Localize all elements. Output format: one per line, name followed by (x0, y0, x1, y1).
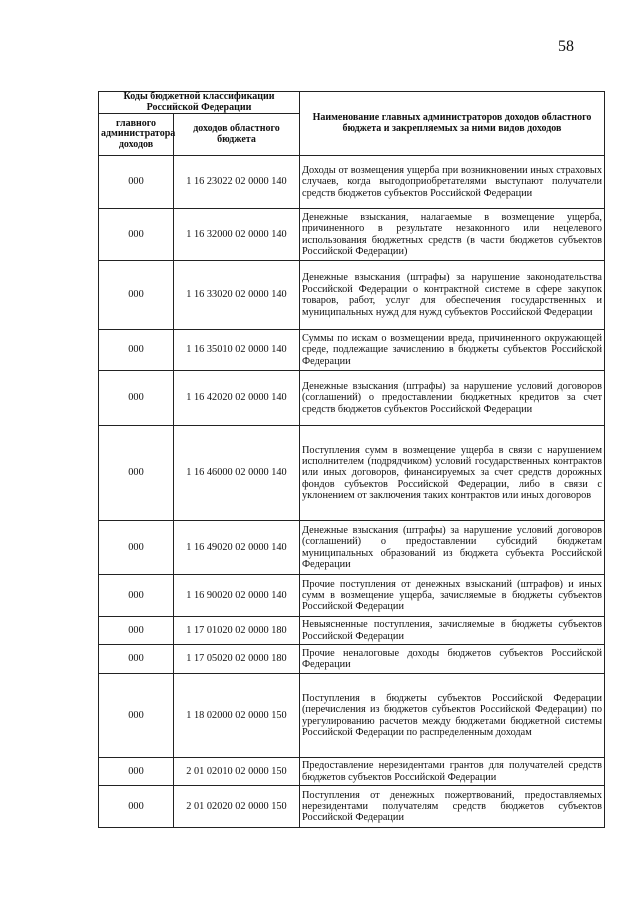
revenue-name-cell: Поступления в бюджеты субъектов Российской Федерации (перечисления из бюджетов субъектов Российской Федерации) по урегулированию расчетов между бюджетами бюджетной системы Российской Федерации по распределенным доходам (300, 674, 605, 758)
revenue-code-cell: 2 01 02020 02 0000 150 (174, 786, 300, 828)
revenue-code-cell: 1 16 32000 02 0000 140 (174, 209, 300, 261)
revenue-name-cell: Денежные взыскания (штрафы) за нарушение условий договоров (соглашений) о предоставлении субсидий бюджетам муниципальных образований из бюджета субъекта Российской Федерации (300, 521, 605, 575)
table-row (99, 371, 605, 426)
admin-code-cell: 000 (99, 645, 174, 674)
revenue-code-cell: 1 17 01020 02 0000 180 (174, 617, 300, 645)
admin-code-cell: 000 (99, 575, 174, 617)
budget-codes-table (98, 91, 605, 828)
revenue-code-cell: 1 17 05020 02 0000 180 (174, 645, 300, 674)
revenue-name-cell: Прочие поступления от денежных взысканий (штрафов) и иных сумм в возмещение ущерба, зачисляемые в бюджеты субъектов Российской Федерации (300, 575, 605, 617)
table-row (99, 674, 605, 758)
revenue-name-cell: Суммы по искам о возмещении вреда, причиненного окружающей среде, подлежащие зачислению в бюджеты субъектов Российской Федерации (300, 330, 605, 371)
table-row (99, 617, 605, 645)
revenue-name-cell: Прочие неналоговые доходы бюджетов субъектов Российской Федерации (300, 645, 605, 674)
admin-code-cell: 000 (99, 330, 174, 371)
revenue-code-cell: 1 16 35010 02 0000 140 (174, 330, 300, 371)
revenue-code-cell: 1 16 23022 02 0000 140 (174, 156, 300, 209)
header-group-title: Коды бюджетной классификации Российской Федерации (99, 92, 300, 114)
revenue-name-cell: Невыясненные поступления, зачисляемые в бюджеты субъектов Российской Федерации (300, 617, 605, 645)
revenue-code-cell: 1 16 49020 02 0000 140 (174, 521, 300, 575)
admin-code-cell: 000 (99, 156, 174, 209)
admin-code-cell: 000 (99, 617, 174, 645)
header-name-column: Наименование главных администраторов доходов областного бюджета и закрепляемых за ними видов доходов (300, 92, 605, 156)
revenue-name-cell: Денежные взыскания (штрафы) за нарушение законодательства Российской Федерации о контрактной системе в сфере закупок товаров, работ, услуг для обеспечения государственных и муниципальных нужд для нужд субъектов Российской Федерации (300, 261, 605, 330)
header-admin-column: главного администратора доходов (99, 114, 174, 156)
table-row (99, 786, 605, 828)
admin-code-cell: 000 (99, 786, 174, 828)
revenue-code-cell: 1 16 33020 02 0000 140 (174, 261, 300, 330)
revenue-name-cell: Доходы от возмещения ущерба при возникновении иных страховых случаев, когда выгодоприобретателями выступают получатели средств бюджетов субъектов Российской Федерации (300, 156, 605, 209)
admin-code-cell: 000 (99, 209, 174, 261)
admin-code-cell: 000 (99, 521, 174, 575)
revenue-code-cell: 1 16 90020 02 0000 140 (174, 575, 300, 617)
revenue-code-cell: 1 18 02000 02 0000 150 (174, 674, 300, 758)
table-header (99, 92, 605, 156)
revenue-name-cell: Предоставление нерезидентами грантов для получателей средств бюджетов субъектов Российской Федерации (300, 758, 605, 786)
table-row (99, 426, 605, 521)
revenue-name-cell: Денежные взыскания (штрафы) за нарушение условий договоров (соглашений) о предоставлении бюджетных кредитов за счет средств бюджетов субъектов Российской Федерации (300, 371, 605, 426)
admin-code-cell: 000 (99, 674, 174, 758)
table-body (99, 156, 605, 828)
revenue-code-cell: 1 16 42020 02 0000 140 (174, 371, 300, 426)
admin-code-cell: 000 (99, 758, 174, 786)
table-row (99, 261, 605, 330)
admin-code-cell: 000 (99, 261, 174, 330)
header-code-column: доходов областного бюджета (174, 114, 300, 156)
revenue-name-cell: Поступления сумм в возмещение ущерба в связи с нарушением исполнителем (подрядчиком) условий государственных контрактов или иных договоров, финансируемых за счет средств дорожных фондов субъектов Российской Федерации, либо в связи с уклонением от заключения таких контрактов или иных договоров (300, 426, 605, 521)
page-number: 58 (558, 38, 574, 55)
revenue-name-cell: Денежные взыскания, налагаемые в возмещение ущерба, причиненного в результате незаконного или нецелевого использования бюджетных средств (в части бюджетов субъектов Российской Федерации) (300, 209, 605, 261)
table-row (99, 330, 605, 371)
admin-code-cell: 000 (99, 426, 174, 521)
table-row (99, 209, 605, 261)
revenue-name-cell: Поступления от денежных пожертвований, предоставляемых нерезидентами получателям средств бюджетов субъектов Российской Федерации (300, 786, 605, 828)
revenue-code-cell: 1 16 46000 02 0000 140 (174, 426, 300, 521)
table-row (99, 156, 605, 209)
table-row (99, 521, 605, 575)
table-row (99, 645, 605, 674)
table-row (99, 575, 605, 617)
revenue-code-cell: 2 01 02010 02 0000 150 (174, 758, 300, 786)
admin-code-cell: 000 (99, 371, 174, 426)
table-row (99, 758, 605, 786)
